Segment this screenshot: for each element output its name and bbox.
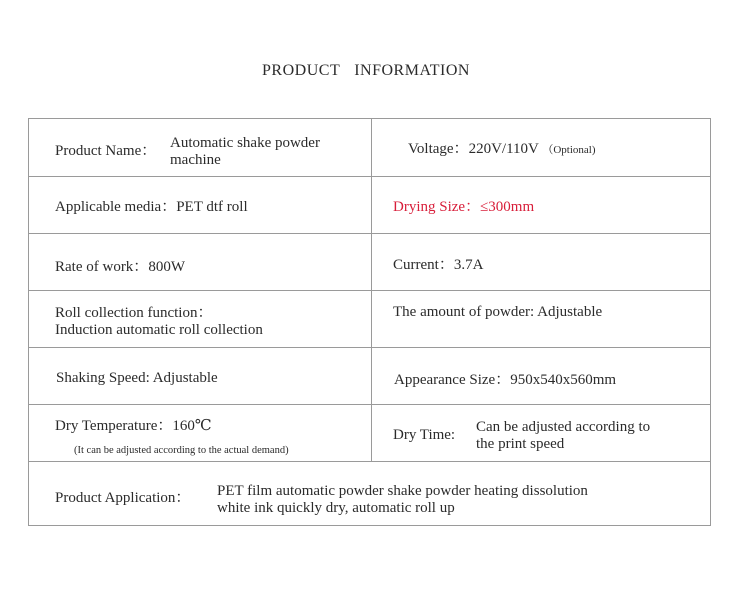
table-row bbox=[29, 405, 710, 462]
drying-size-value: ≤300mm bbox=[480, 199, 535, 215]
roll-collection-label: Roll collection function： bbox=[55, 305, 213, 321]
appearance-size-label: Appearance Size： bbox=[394, 372, 511, 388]
dry-time-value-line1: Can be adjusted according to bbox=[476, 419, 651, 435]
dry-temperature-text bbox=[55, 418, 212, 435]
drying-size-text bbox=[393, 199, 534, 216]
applicable-media-cell bbox=[29, 177, 372, 233]
current-cell bbox=[372, 234, 710, 290]
dry-time-label: Dry Time: bbox=[393, 427, 456, 443]
shaking-speed-text bbox=[56, 370, 218, 387]
rate-of-work-cell bbox=[29, 234, 372, 290]
product-application-value-line1: PET film automatic powder shake powder heating dissolution bbox=[217, 483, 588, 499]
applicable-media-text bbox=[55, 199, 248, 216]
dry-time-cell bbox=[372, 405, 710, 461]
current-value: 3.7A bbox=[453, 257, 484, 273]
shaking-speed-value: Adjustable bbox=[152, 370, 218, 386]
rate-of-work-text bbox=[55, 259, 185, 276]
page-title bbox=[0, 62, 732, 80]
voltage-text bbox=[408, 141, 596, 159]
rate-of-work-value: 800W bbox=[148, 259, 185, 275]
dry-temperature-cell bbox=[29, 405, 372, 461]
current-label: Current： bbox=[393, 257, 454, 273]
rate-of-work-label: Rate of work： bbox=[55, 259, 149, 275]
product-name-value-line2: machine bbox=[170, 152, 221, 168]
product-name-cell bbox=[29, 119, 372, 176]
table-row bbox=[29, 348, 710, 405]
applicable-media-label: Applicable media： bbox=[55, 199, 177, 215]
powder-amount-label: The amount of powder: bbox=[393, 304, 535, 320]
voltage-cell bbox=[372, 119, 710, 176]
appearance-size-value: 950x540x560mm bbox=[510, 372, 617, 388]
appearance-size-cell bbox=[372, 348, 710, 404]
roll-collection-cell bbox=[29, 291, 372, 347]
voltage-label: Voltage： bbox=[408, 141, 469, 157]
product-application-label: Product Application： bbox=[55, 490, 191, 506]
product-application-cell bbox=[29, 462, 710, 525]
table-row bbox=[29, 119, 710, 177]
applicable-media-value: PET dtf roll bbox=[176, 199, 248, 215]
powder-amount-cell bbox=[372, 291, 710, 347]
shaking-speed-cell bbox=[29, 348, 372, 404]
dry-time-value-line2: the print speed bbox=[476, 436, 565, 452]
voltage-note: （Optional) bbox=[542, 144, 596, 156]
product-application-value-line2: white ink quickly dry, automatic roll up bbox=[217, 500, 455, 516]
drying-size-label: Drying Size： bbox=[393, 199, 481, 215]
powder-amount-value: Adjustable bbox=[537, 304, 603, 320]
appearance-size-text bbox=[394, 372, 616, 389]
product-name-label: Product Name： bbox=[55, 143, 157, 159]
dry-temperature-label: Dry Temperature： bbox=[55, 418, 173, 434]
dry-temperature-value: 160℃ bbox=[172, 418, 212, 434]
voltage-value: 220V/110V bbox=[468, 141, 539, 157]
table-row bbox=[29, 462, 710, 525]
product-name-value-line1: Automatic shake powder bbox=[170, 135, 320, 151]
table-row bbox=[29, 291, 710, 348]
roll-collection-value: Induction automatic roll collection bbox=[55, 322, 263, 338]
dry-temperature-note: (It can be adjusted according to the actual demand) bbox=[74, 445, 289, 456]
product-info-table bbox=[28, 118, 711, 526]
table-row bbox=[29, 234, 710, 291]
table-row bbox=[29, 177, 710, 234]
title-part-1: PRODUCT bbox=[262, 62, 341, 79]
shaking-speed-label: Shaking Speed: bbox=[56, 370, 150, 386]
drying-size-cell bbox=[372, 177, 710, 233]
current-text bbox=[393, 257, 483, 274]
title-part-2: INFORMATION bbox=[354, 62, 470, 79]
powder-amount-text bbox=[393, 304, 602, 321]
